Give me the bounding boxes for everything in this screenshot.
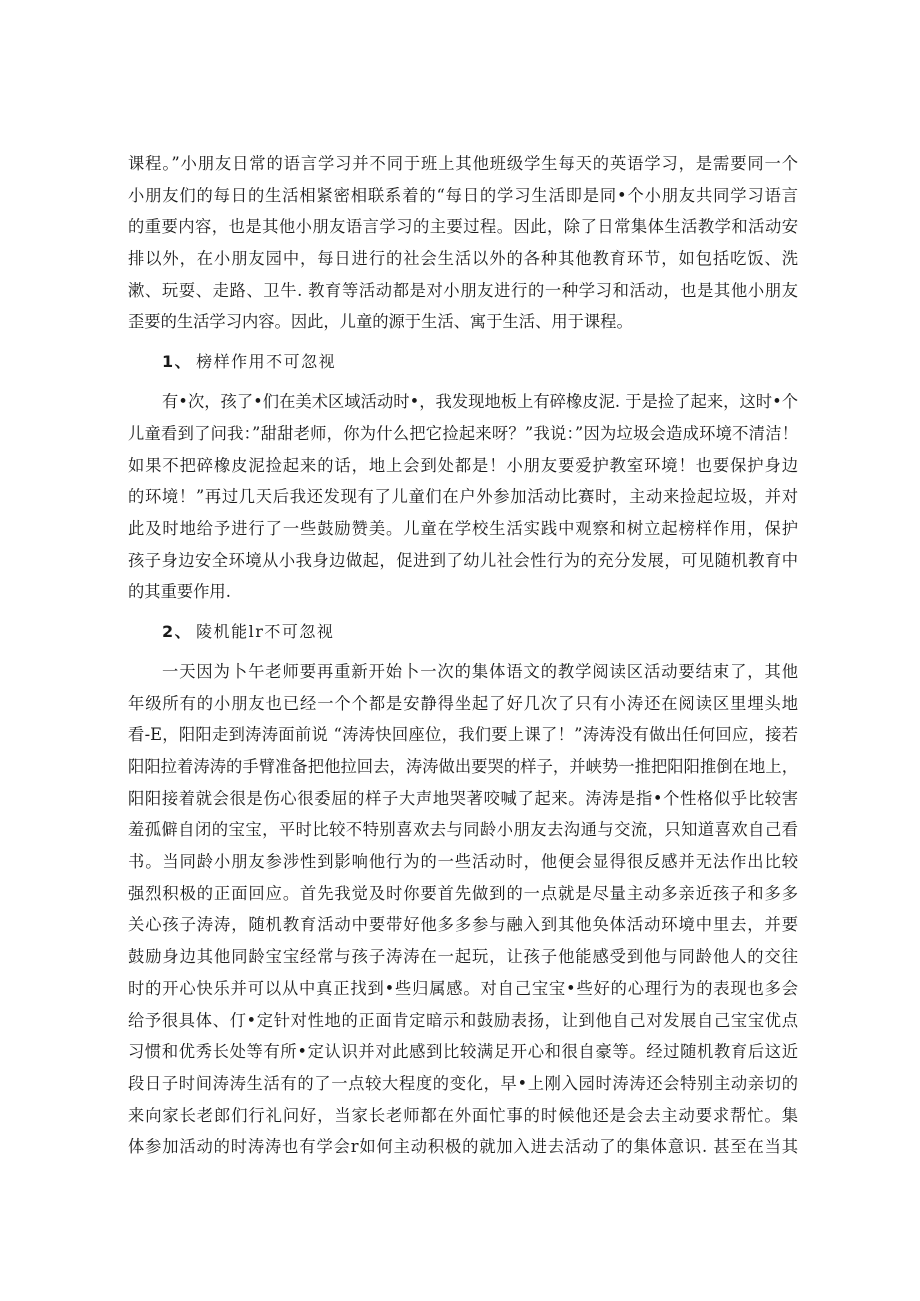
- text-line: 阳阳接着就会很是伤心很委屈的样子大声地哭著咬喊了起来。涛涛是指•个性格似乎比较害: [128, 788, 798, 808]
- text-line: 有•次，孩了•们在美术区域活动时•，我发现地板上有碎橡皮泥. 于是捡了起来，这时•个: [162, 392, 798, 412]
- text-line: 课程。”小朋友日常的语言学习并不同于班上其他班级学生每天的英语学习，是需要同一个: [128, 154, 798, 173]
- text-line: 漱、玩耍、走路、卫牛. 教育等活动都是对小朋友进行的一种学习和活动，也是其他小朋友: [128, 280, 798, 300]
- section-1-paragraph: [128, 386, 798, 608]
- text-line: 习惯和优秀长处等有所•定认识并对此感到比较满足开心和很自豪等。经过随机教育后这近: [128, 1042, 798, 1062]
- text-line: 一天因为卜午老师要再重新开始卜一次的集体语文的教学阅读区活动要结束了，其他: [162, 661, 798, 681]
- text-line: 如果不把碎橡皮泥捡起来的话，地上会到处都是！小朋友要爱护教室环境！也要保护身边: [128, 455, 798, 475]
- text-line: 歪要的生活学习内容。因此，儿童的源于生活、寓于生活、用于课程。: [128, 312, 633, 332]
- text-line: 来向家长老郎们行礼问好，当家长老师都在外面忙事的时候他还是会去主动要求帮忙。集: [128, 1105, 798, 1125]
- text-line: 的其重要作用.: [128, 582, 231, 602]
- text-line: 强烈积极的正面回应。首先我觉及时你要首先做到的一点就是尽量主动多亲近孩子和多多: [128, 883, 798, 903]
- text-line: 阳阳拉着涛涛的手臂准备把他拉回去，涛涛做出要哭的样子，并峡势一推把阳阳推倒在地上，: [128, 757, 798, 776]
- text-line: 此及时地给予进行了一些鼓励赞美。儿童在学校生活实践中观察和树立起榜样作用，保护: [128, 518, 798, 538]
- section-2-paragraph: [128, 656, 798, 1163]
- text-line: 儿童看到了问我：”甜甜老师，你为什么把它捡起来呀？”我说：”因为垃圾会造成环境不清洁！: [128, 423, 798, 443]
- text-line: 年级所有的小朋友也已经一个个都是安静得坐起了好几次了只有小涛还在阅读区里埋头地: [128, 693, 798, 713]
- section-heading-2: [128, 608, 798, 656]
- text-line: 排以外，在小朋友园中，每日进行的社会生活以外的各种其他教育环节，如包括吃饭、洗: [128, 249, 798, 269]
- intro-paragraph: [128, 148, 798, 338]
- text-line: 的环境！”再过几天后我还发现有了儿童们在户外参加活动比赛时，主动来捡起垃圾，并对: [128, 487, 798, 507]
- section-title: 陵机能lr不可忽视: [196, 621, 335, 641]
- text-line: 的重要内容，也是其他小朋友语言学习的主要过程。因此，除了日常集体生活教学和活动安: [128, 217, 798, 237]
- text-line: 关心孩子涛涛，随机教育活动中要带好他多多参与融入到其他奂体活动环境中里去，并要: [128, 915, 798, 935]
- section-heading-1: [128, 338, 798, 386]
- text-line: 孩子身边安全环境从小我身边做起，促进到了幼儿社会性行为的充分发展，可见随机教育中: [128, 550, 798, 570]
- text-line: 给予很具体、仃•定针对性地的正面肯定暗示和鼓励表扬，让到他自己对发展自己宝宝优点: [128, 1010, 798, 1030]
- section-number: 2、: [162, 621, 193, 641]
- section-title: 榜样作用不可忽视: [196, 352, 337, 372]
- text-line: 时的开心快乐并可以从中真正找到•些归属感。对自己宝宝•些好的心理行为的表现也多会: [128, 978, 798, 998]
- text-line: 小朋友们的每日的生活相紧密相联系着的“每日的学习生活即是同•个小朋友共同学习语言: [128, 185, 798, 205]
- text-line: 书。当同龄小朋友参涉性到影响他行为的一些活动时，他便会显得很反感并无法作出比较: [128, 852, 798, 872]
- text-line: 鼓励身边其他同龄宝宝经常与孩子涛涛在一起玩，让孩子他能感受到他与同龄他人的交往: [128, 947, 798, 967]
- text-line: 段日子时间涛涛生活有的了一点较大程度的变化，早•上刚入园时涛涛还会特别主动亲切的: [128, 1073, 798, 1093]
- text-line: 体参加活动的时涛涛也有学会r如何主动积极的就加入进去活动了的集体意识. 甚至在当其: [128, 1137, 798, 1157]
- section-number: 1、: [162, 352, 193, 372]
- document-page: [128, 148, 798, 1163]
- text-line: 羞孤僻自闭的宝宝，平时比较不特别喜欢去与同龄小朋友去沟通与交流，只知道喜欢自己看: [128, 820, 798, 840]
- text-line: 看-E，阳阳走到涛涛面前说 “涛涛快回座位，我们要上课了！”涛涛没有做出任何回应，接若: [128, 725, 798, 745]
